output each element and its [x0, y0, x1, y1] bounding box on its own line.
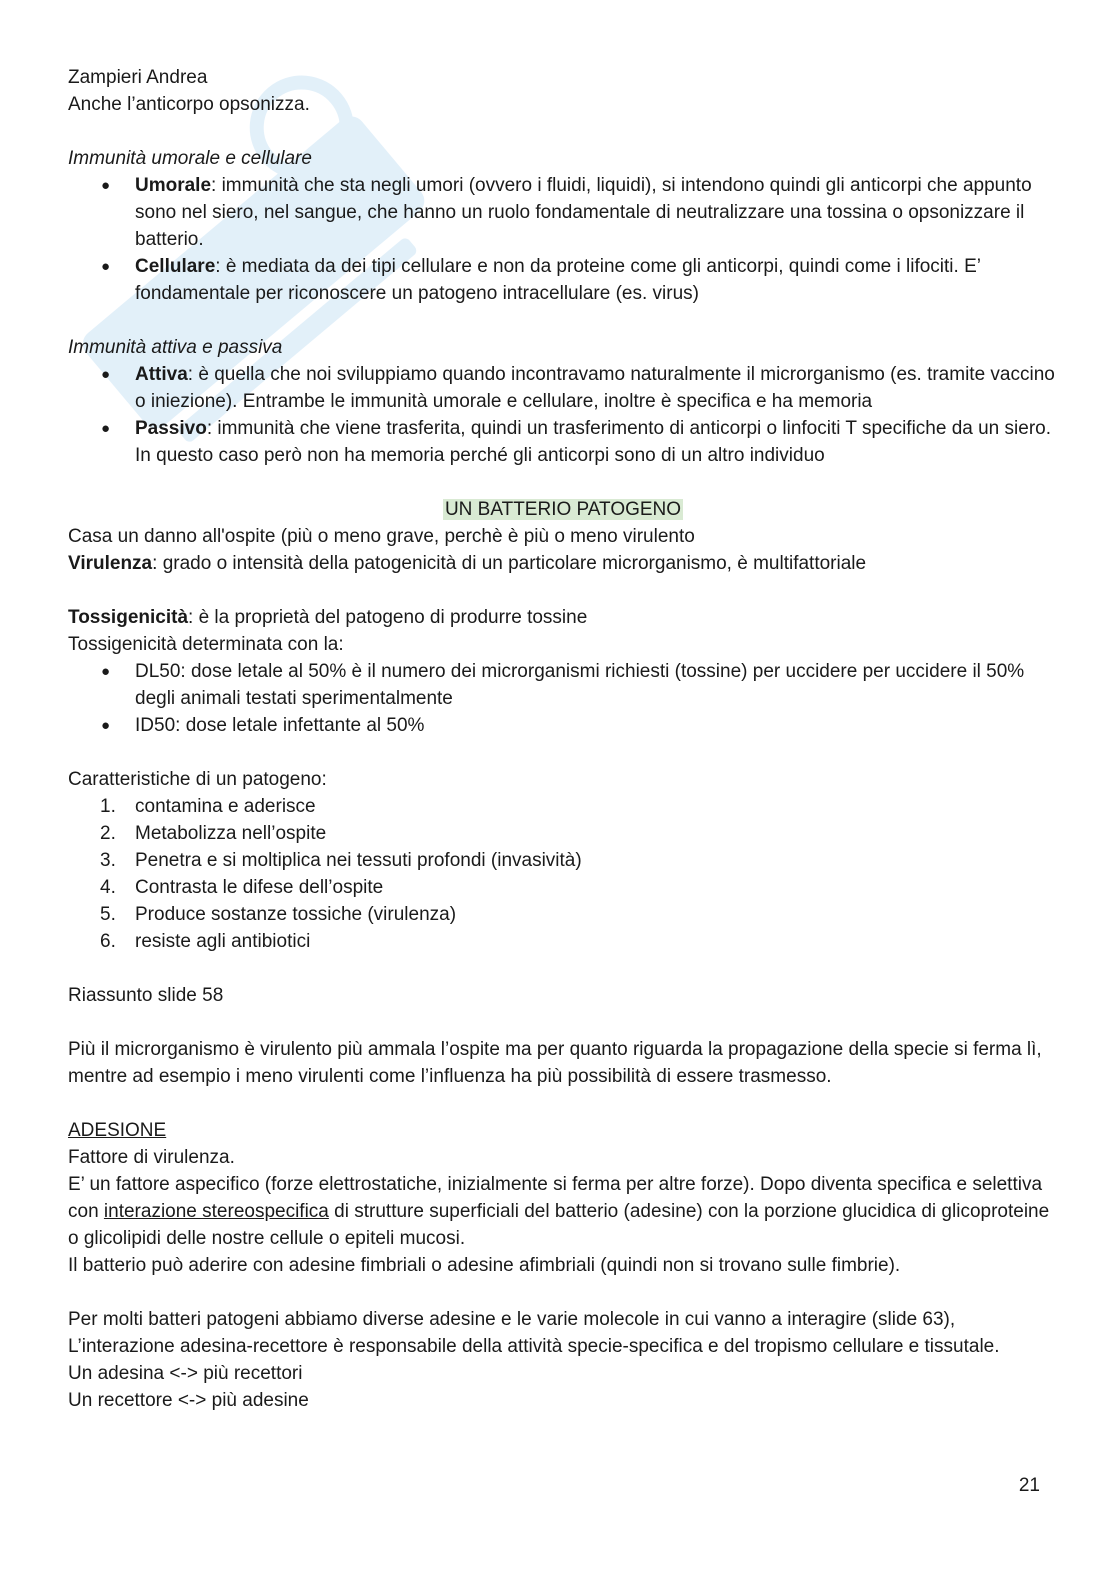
adesione-paragraph-2: Il batterio può aderire con adesine fimbriali o adesine afimbriali (quindi non si trovano sulle fimbrie).: [68, 1255, 901, 1276]
section-title-attiva: Immunità attiva e passiva: [68, 337, 283, 358]
virulento-paragraph: Più il microrganismo è virulento più ammala l’ospite ma per quanto riguarda la propagazione della specie si ferma lì, mentre ad esempio i meno virulenti come l’influenza ha più possibilità di essere trasmesso.: [68, 1039, 1042, 1087]
list-item: ● Umorale: immunità che sta negli umori (ovvero i fluidi, liquidi), si intendono quindi gli anticorpi che appunto sono nel siero, nel sangue, che hanno un ruolo fondamentale di neutralizzare una tossina o opsonizzare il batterio.: [68, 172, 1058, 253]
list-doses: [68, 658, 1058, 739]
list-item: ● DL50: dose letale al 50% è il numero dei microrganismi richiesti (tossine) per uccidere per uccidere il 50% degli animali testati sperimentalmente: [68, 658, 1058, 712]
heading-adesione: ADESIONE: [68, 1120, 167, 1141]
adesione-line: Fattore di virulenza.: [68, 1147, 235, 1168]
adesione-paragraph-3: Per molti batteri patogeni abbiamo diverse adesine e le varie molecole in cui vanno a interagire (slide 63), L’interazione adesina-recettore è responsabile della attività specie-specifica e del tropismo cellulare e tissutale.: [68, 1309, 1000, 1357]
relation-line-2: Un recettore <-> più adesine: [68, 1390, 309, 1411]
tossigenicita-line: Tossigenicità: è la proprietà del patogeno di produrre tossine: [68, 607, 588, 628]
list-item: ● ID50: dose letale infettante al 50%: [68, 712, 1058, 739]
list-attiva: [68, 361, 1058, 469]
list-item: 5. Produce sostanze tossiche (virulenza): [100, 904, 457, 925]
tossigenicita-determinata: Tossigenicità determinata con la:: [68, 634, 344, 655]
list-item: ● Cellulare: è mediata da dei tipi cellulare e non da proteine come gli anticorpi, quindi come i lifociti. E’ fondamentale per riconoscere un patogeno intracellulare (es. virus): [68, 253, 1058, 307]
author-line: Zampieri Andrea: [68, 67, 208, 88]
list-caratteristiche: [68, 793, 1058, 955]
list-item: 4. Contrasta le difese dell’ospite: [100, 877, 384, 898]
list-item: ● Passivo: immunità che viene trasferita, quindi un trasferimento di anticorpi o linfociti T specifiche da un siero. In questo caso però non ha memoria perché gli anticorpi sono di un altro individuo: [68, 415, 1058, 469]
adesione-paragraph-1: E’ un fattore aspecifico (forze elettrostatiche, inizialmente si ferma per altre forze). Dopo diventa specifica e selettiva con interazione stereospecifica di strutture superficiali del batterio (adesine) con la porzione glucidica di glicoproteine o glicolipidi delle nostre cellule o epiteli mucosi.: [68, 1174, 1050, 1249]
list-item: 6. resiste agli antibiotici: [100, 931, 311, 952]
page-number: 21: [1018, 1475, 1040, 1496]
list-item: 2. Metabolizza nell’ospite: [100, 823, 327, 844]
section-title-umorale: Immunità umorale e cellulare: [68, 148, 312, 169]
relation-line-1: Un adesina <-> più recettori: [68, 1363, 303, 1384]
list-item: ● Attiva: è quella che noi sviluppiamo quando incontravamo naturalmente il microrganismo (es. tramite vaccino o iniezione). Entrambe le immunità umorale e cellulare, inoltre è specifica e ha memoria: [68, 361, 1058, 415]
interazione-stereospecifica-text: interazione stereospecifica: [103, 1201, 329, 1222]
list-item: 3. Penetra e si moltiplica nei tessuti profondi (invasività): [100, 850, 582, 871]
heading-batterio-patogeno: UN BATTERIO PATOGENO: [444, 499, 682, 520]
batterio-line: Casa un danno all'ospite (più o meno grave, perchè è più o meno virulento: [68, 526, 695, 547]
virulenza-line: Virulenza: grado o intensità della patogenicità di un particolare microrganismo, è multifattoriale: [68, 553, 867, 574]
intro-line: Anche l’anticorpo opsonizza.: [68, 94, 310, 115]
document-page: [68, 64, 1058, 1414]
caratteristiche-title: Caratteristiche di un patogeno:: [68, 769, 327, 790]
list-item: 1. contamina e aderisce: [100, 796, 316, 817]
list-umorale: [68, 172, 1058, 307]
riassunto-line: Riassunto slide 58: [68, 985, 224, 1006]
